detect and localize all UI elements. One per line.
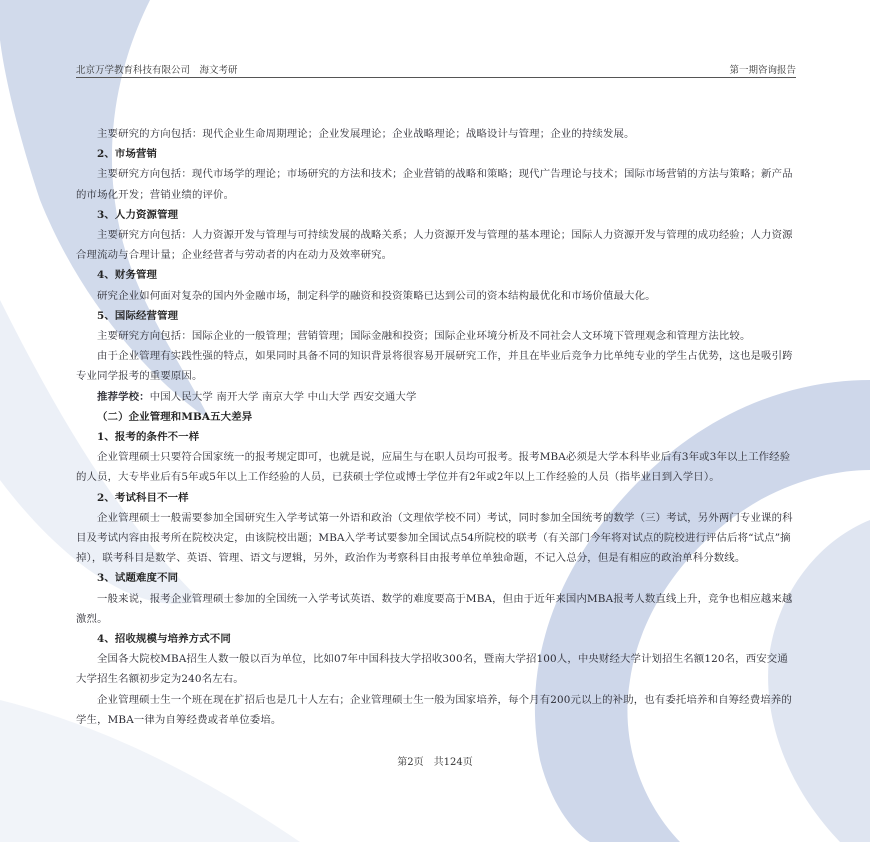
recommended-schools [76,387,797,407]
paragraph-difference-2: 企业管理硕士一般需要参加全国研究生入学考试第一外语和政治（文理依学校不同）考试，同时参加全国统考的数学（三）考试，另外两门专业课的科目及考试内容由报考所在院校决定，由该院校出题；MBA入学考试要参加全国试点54所院校的联考（有关部门今年将对试点的院校进行评估后将“试点”摘掉），联考科目是数学、英语、管理、语文与逻辑，另外，政治作为考察科目由报考单位单独命题，不记入总分，但是有相应的政治单科分数线。 [76,511,793,565]
heading-difference-3: 3、试题难度不同 [97,572,179,585]
heading-difference-2: 2、考试科目不一样 [97,491,189,504]
heading-difference-1: 1、报考的条件不一样 [97,431,200,444]
header-divider [76,77,796,78]
page-number: 第2页 共124页 [397,757,473,768]
paragraph-difference-1: 企业管理硕士只要符合国家统一的报考规定即可，也就是说，应届生与在职人员均可报考。报考MBA必须是大学本科毕业后有3年或3年以上工作经验的人员，大专毕业后有5年或5年以上工作经验的人员，已获硕士学位或博士学位并有2年或2年以上工作经验的人员（指毕业日到入学日）。 [76,451,791,484]
header-company: 北京万学教育科技有限公司 海文考研 [76,65,238,76]
paragraph-intl-management: 主要研究方向包括：国际企业的一般管理；营销管理；国际金融和投资；国际企业环境分析及不同社会人文环境下管理观念和管理方法比较。 [97,330,751,343]
heading-marketing: 2、市场营销 [97,148,158,161]
paragraph-difference-4a: 全国各大院校MBA招生人数一般以百为单位，比如07年中国科技大学招收300名，暨南大学招100人，中央财经大学计划招生名额120名，西安交通大学招生名额初步定为240名左右。 [76,653,788,686]
paragraph-finance: 研究企业如何面对复杂的国内外金融市场，制定科学的融资和投资策略已达到公司的资本结构最优化和市场价值最大化。 [97,289,656,302]
paragraph-hr: 主要研究方向包括：人力资源开发与管理与可持续发展的战略关系；人力资源开发与管理的基本理论；国际人力资源开发与管理的成功经验；人力资源合理流动与合理计量；企业经营者与劳动者的内在动力及效率研究。 [76,229,793,262]
heading-section-two: （二）企业管理和MBA五大差异 [97,410,253,423]
recommended-schools-list: 中国人民大学 南开大学 南京大学 中山大学 西安交通大学 [149,390,417,403]
recommended-schools-label: 推荐学校： [97,390,150,403]
paragraph-practice: 由于企业管理有实践性强的特点，如果同时具备不同的知识背景将很容易开展研究工作，并且在毕业后竞争力比单纯专业的学生占优势，这也是吸引跨专业同学报考的重要原因。 [76,350,793,383]
heading-difference-4: 4、招收规模与培养方式不同 [97,633,231,646]
paragraph-marketing: 主要研究方向包括：现代市场学的理论；市场研究的方法和技术；企业营销的战略和策略；现代广告理论与技术；国际市场营销的方法与策略；新产品的市场化开发；营销业绩的评价。 [76,168,793,201]
heading-finance: 4、财务管理 [97,269,158,282]
document-body [76,124,797,730]
heading-hr: 3、人力资源管理 [97,208,179,221]
paragraph-difference-4b: 企业管理硕士生一个班在现在扩招后也是几十人左右；企业管理硕士生一般为国家培养，每个月有200元以上的补助，也有委托培养和自筹经费培养的学生，MBA一律为自筹经费或者单位委培。 [76,693,792,726]
page-header [76,60,796,78]
heading-intl-management: 5、国际经营管理 [97,309,179,322]
header-report-title: 第一期咨询报告 [729,65,796,76]
paragraph-strategy-directions: 主要研究的方向包括：现代企业生命周期理论；企业发展理论；企业战略理论；战略设计与管理；企业的持续发展。 [97,128,635,140]
paragraph-difference-3: 一般来说，报考企业管理硕士参加的全国统一入学考试英语、数学的难度要高于MBA，但由于近年来国内MBA报考人数直线上升，竞争也相应越来越激烈。 [76,592,793,625]
